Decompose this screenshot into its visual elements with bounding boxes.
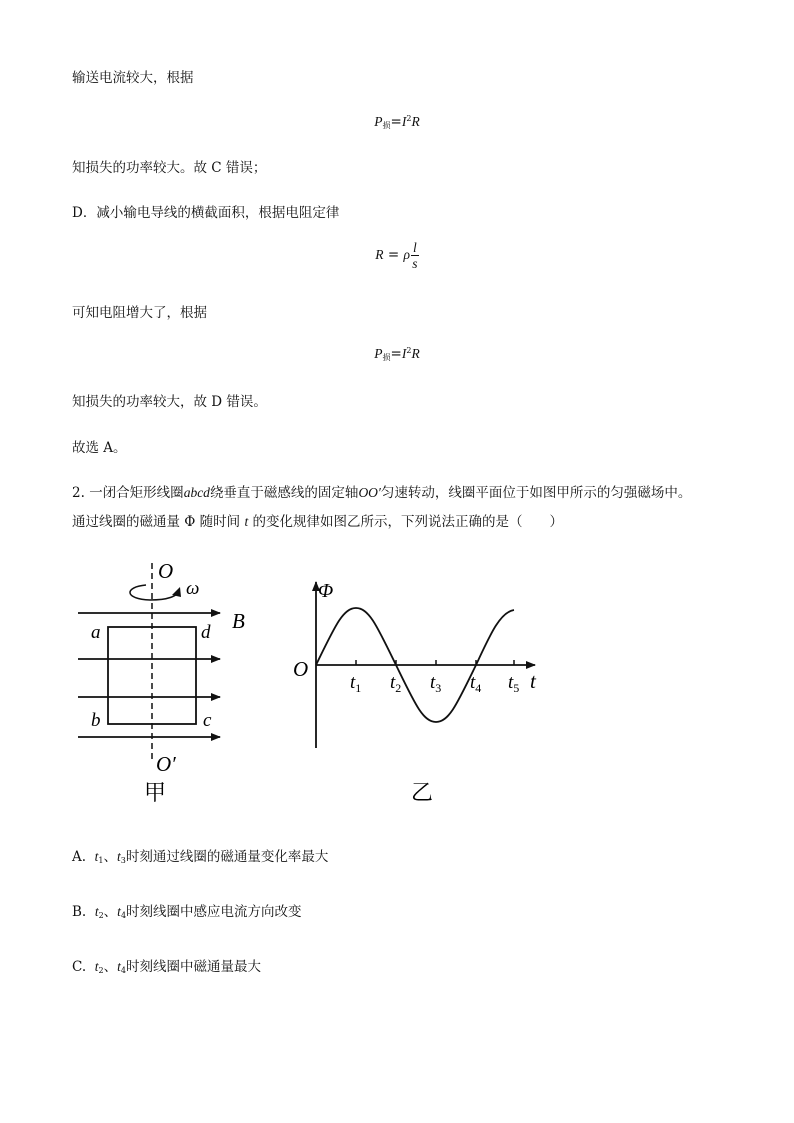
formula-symbol: R [411, 346, 420, 361]
label-d: d [201, 622, 211, 643]
option-separator: 、 [103, 849, 117, 865]
text-line: 故选 A。 [72, 440, 127, 456]
option-subscript: 4 [120, 966, 126, 975]
label-a: a [91, 622, 101, 643]
label-b: b [91, 710, 101, 731]
option-text: 时刻通过线圈的磁通量变化率最大 [125, 849, 329, 865]
formula-subscript: 损 [382, 353, 391, 362]
question-symbol: t [244, 514, 249, 529]
formula-symbol: R [411, 114, 420, 129]
formula-superscript: 2 [406, 346, 412, 355]
option-text: 时刻线圈中磁通量最大 [125, 959, 261, 975]
question-text: 匀速转动，线圈平面位于如图甲所示的匀强磁场中。 [380, 485, 692, 501]
question-stem-line-1 [72, 481, 691, 501]
option-C [72, 955, 261, 975]
tick-label-t4: $t_4$ [470, 672, 482, 695]
option-symbol: t [94, 849, 99, 864]
question-text: 通过线圈的磁通量 Φ 随时间 [72, 514, 241, 530]
formula-symbol: = [390, 346, 402, 362]
option-symbol: t [94, 904, 99, 919]
question-stem-line-2 [72, 510, 563, 530]
formula-symbol: ρ [403, 247, 410, 262]
option-B [72, 900, 302, 920]
question-text: 一闭合矩形线圈 [89, 485, 184, 501]
label-O: O [158, 559, 174, 583]
fraction [411, 240, 419, 271]
text-line: 知损失的功率较大。故 C 错误； [72, 160, 267, 176]
formula-power-loss [0, 346, 794, 363]
tick-label-t5: $t_5$ [508, 672, 520, 695]
label-B: B [232, 609, 245, 633]
label-t-axis: t [530, 669, 536, 693]
formula-symbol: I [401, 346, 407, 361]
option-text: 时刻线圈中感应电流方向改变 [126, 904, 302, 920]
option-separator: 、 [103, 904, 118, 920]
tick-label-t3: $t_3$ [430, 672, 442, 695]
figure-caption-jia: 甲 [144, 781, 167, 806]
tick-label-t2: $t_2$ [390, 672, 402, 695]
option-letter: B. [72, 904, 87, 920]
label-origin: O [293, 657, 309, 681]
text-line: 知损失的功率较大，故 D 错误。 [72, 394, 267, 410]
option-symbol: t [117, 904, 121, 919]
label-c: c [203, 710, 212, 731]
option-subscript: 2 [98, 966, 104, 975]
text-line: 可知电阻增大了，根据 [72, 305, 207, 321]
option-subscript: 3 [120, 856, 126, 865]
question-text: 绕垂直于磁感线的固定轴 [209, 485, 359, 501]
question-symbol: OO′ [358, 485, 381, 500]
formula-superscript: 2 [406, 114, 412, 123]
formula-symbol: = [383, 247, 404, 263]
question-number: 2. [72, 485, 85, 501]
formula-symbol: P [374, 346, 383, 361]
option-subscript: 2 [98, 911, 104, 920]
fraction-denominator: s [412, 256, 418, 271]
rotation-arrowhead-icon [172, 587, 181, 597]
label-Phi: Φ [318, 580, 334, 602]
fraction-numerator: l [412, 240, 417, 255]
formula-symbol: P [374, 114, 383, 129]
formula-symbol: R [375, 247, 384, 262]
option-separator: 、 [103, 959, 118, 975]
tick-label-t1: $t_1$ [350, 672, 362, 695]
label-O-prime: O′ [156, 752, 176, 776]
option-A [72, 845, 328, 865]
option-symbol: t [117, 849, 121, 864]
formula-symbol: = [390, 114, 402, 130]
question-symbol: abcd [183, 485, 210, 500]
figure-yi [285, 570, 550, 810]
question-text: 的变化规律如图乙所示，下列说法正确的是（ ） [252, 514, 564, 530]
figure-caption-yi: 乙 [411, 781, 434, 806]
option-letter: A. [72, 849, 87, 865]
option-subscript: 1 [98, 856, 104, 865]
text-line: 输送电流较大，根据 [72, 70, 194, 86]
rotation-arrow-icon [130, 585, 178, 600]
option-symbol: t [94, 959, 99, 974]
label-omega: ω [186, 578, 200, 599]
formula-power-loss [0, 114, 794, 131]
formula-symbol: I [401, 114, 407, 129]
formula-resistance-law [0, 240, 794, 271]
option-symbol: t [117, 959, 121, 974]
formula-subscript: 损 [382, 121, 391, 130]
option-subscript: 4 [120, 911, 127, 920]
text-line: D．减小输电导线的横截面积，根据电阻定律 [72, 205, 340, 221]
figure-jia [60, 555, 270, 810]
option-letter: C. [72, 959, 87, 975]
